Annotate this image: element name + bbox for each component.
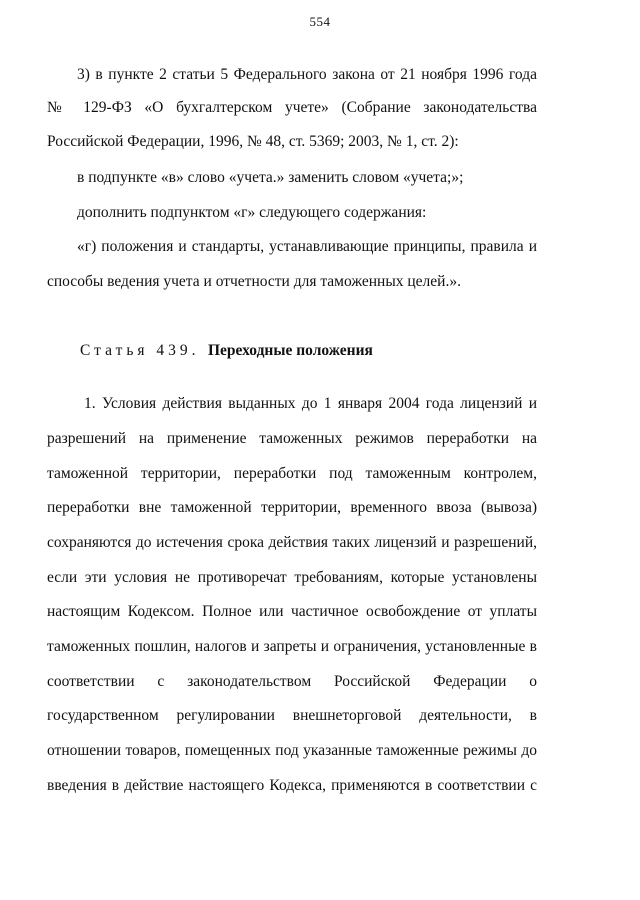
- amendment-line-2: № 129-ФЗ «О бухгалтерском учете» (Собрание законодательства: [47, 99, 537, 116]
- clause1-line-6: если эти условия не противоречат требованиям, которые установлены: [47, 569, 537, 586]
- clause1-line-11: отношении товаров, помещенных под указанные таможенные режимы до: [47, 742, 537, 759]
- clause1-line-12: введения в действие настоящего Кодекса, применяются в соответствии с: [47, 777, 537, 794]
- clause1-line-8: таможенных пошлин, налогов и запреты и ограничения, установленные в: [47, 638, 537, 655]
- amendment-line-4: в подпункте «в» слово «учета.» заменить словом «учета;»;: [77, 169, 464, 186]
- article-title: Переходные положения: [208, 342, 373, 359]
- clause1-line-2: разрешений на применение таможенных режимов переработки на: [47, 430, 537, 447]
- clause1-line-3: таможенной территории, переработки под таможенным контролем,: [47, 465, 537, 482]
- amendment-line-3: Российской Федерации, 1996, № 48, ст. 5369; 2003, № 1, ст. 2):: [47, 133, 459, 150]
- amendment-line-6: «г) положения и стандарты, устанавливающие принципы, правила и: [77, 238, 537, 255]
- clause1-line-4: переработки вне таможенной территории, временного ввоза (вывоза): [47, 499, 537, 516]
- clause1-line-5: сохраняются до истечения срока действия таких лицензий и разрешений,: [47, 534, 537, 551]
- clause1-line-7: настоящим Кодексом. Полное или частичное освобождение от уплаты: [47, 603, 537, 620]
- clause1-line-9: соответствии с законодательством Российской Федерации о: [47, 673, 537, 690]
- amendment-line-7: способы ведения учета и отчетности для таможенных целей.».: [47, 273, 461, 290]
- amendment-line-1: 3) в пункте 2 статьи 5 Федерального закона от 21 ноября 1996 года: [77, 66, 537, 83]
- amendment-line-5: дополнить подпунктом «г» следующего содержания:: [77, 204, 427, 221]
- article-label: Статья 439.: [80, 342, 200, 359]
- clause1-line-10: государственном регулировании внешнеторговой деятельности, в: [47, 707, 537, 724]
- clause1-line-1: 1. Условия действия выданных до 1 января 2004 года лицензий и: [84, 395, 537, 412]
- page-number: 554: [309, 14, 331, 29]
